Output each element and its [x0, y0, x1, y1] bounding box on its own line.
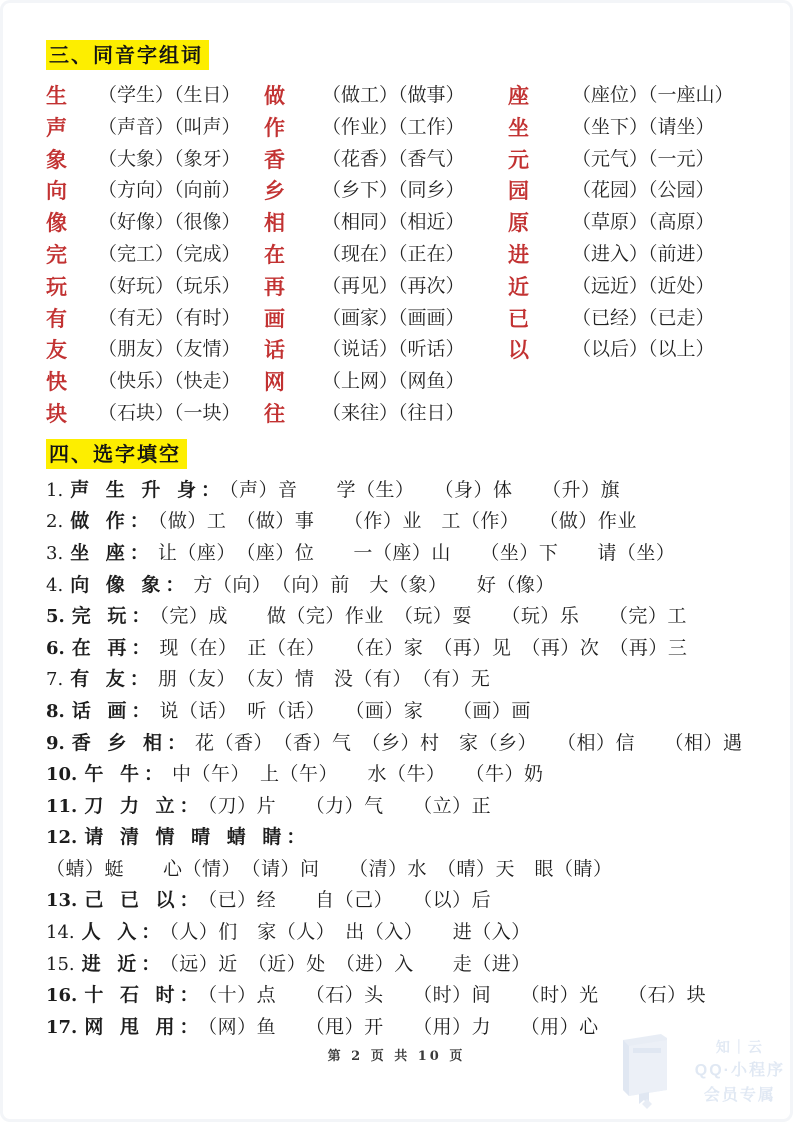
exercise-item	[46, 601, 757, 633]
exercise-number: 17.	[46, 1016, 78, 1038]
homophone-char	[508, 366, 572, 398]
exercise-number: 16.	[46, 985, 78, 1007]
exercise-item	[46, 917, 757, 949]
exercise-item	[46, 475, 757, 507]
homophone-char: 以	[508, 337, 529, 363]
page-footer: 第 2 页 共 10 页	[327, 1049, 466, 1064]
homophone-words: （说话）（听话）	[322, 338, 465, 361]
homophone-words: （进入）（前进）	[572, 242, 715, 265]
exercise-choices: 午 牛：	[84, 763, 168, 786]
homophone-words: （画家）（画画）	[322, 306, 465, 329]
exercise-choices: 刀 力 立：	[84, 794, 204, 817]
exercise-answers: 让（座） （座）位 一（座）山 （坐）下 请（坐）	[157, 541, 676, 564]
exercise-number: 4.	[46, 574, 64, 596]
exercise-choices: 己 已 以：	[84, 889, 204, 912]
exercise-item	[46, 791, 757, 823]
homophone-char: 做	[264, 83, 285, 108]
exercise-item	[46, 570, 757, 602]
homophone-char: 象	[46, 146, 67, 172]
exercise-answers: （已）经 自（己） （以）后	[207, 889, 492, 912]
homophone-char: 再	[264, 273, 285, 299]
homophone-words: （再见）（再次）	[322, 274, 465, 297]
exercise-number: 8.	[46, 700, 65, 722]
watermark-line-3: 会员专属	[703, 1086, 776, 1104]
homophone-words: （已经）（已走）	[572, 306, 715, 329]
exercise-answers: 中（午） 上（午） 水（牛） （牛）奶	[171, 763, 544, 786]
homophone-words: （学生）（生日）	[98, 84, 241, 106]
homophone-words: （做工）（做事）	[322, 84, 465, 106]
homophone-char: 快	[46, 369, 67, 395]
watermark-line-2: QQ·小程序	[694, 1062, 785, 1080]
exercise-answers: （刀）片 （力）气 （立）正	[207, 794, 492, 817]
exercise-answers: （做）工 （做）事 （作）业 工（作） （做）作业	[157, 510, 637, 533]
homophone-char: 已	[508, 305, 529, 331]
exercise-number: 14.	[46, 922, 75, 944]
exercise-answers: （十）点 （石）头 （时）间 （时）光 （石）块	[207, 984, 707, 1007]
exercise-item	[46, 633, 757, 665]
homophone-words: （远近）（近处）	[572, 274, 715, 297]
homophone-words: （相同）（相近）	[322, 211, 465, 234]
homophone-char: 向	[46, 178, 67, 204]
exercise-item	[46, 696, 757, 728]
homophone-words: （好像）（很像）	[98, 211, 241, 234]
exercise-choices: 十 石 时：	[84, 984, 204, 1007]
exercise-item	[46, 728, 757, 760]
exercise-number: 2.	[46, 511, 64, 533]
section3-heading: 三、同音字组词	[46, 40, 209, 70]
exercise-choices: 香 乡 相：	[71, 731, 192, 754]
homophone-char: 座	[508, 83, 529, 108]
exercise-number: 6.	[46, 637, 65, 659]
exercise-list	[46, 475, 757, 1044]
homophone-char: 完	[46, 241, 67, 267]
homophone-words: （完工）（完成）	[98, 242, 241, 265]
homophone-words: （朋友）（友情）	[98, 338, 241, 361]
exercise-choices: 完 玩：	[71, 605, 156, 628]
exercise-number: 3.	[46, 542, 64, 564]
exercise-choices: 向 像 象：	[70, 573, 190, 596]
exercise-choices: 坐 座：	[70, 541, 154, 564]
homophone-table	[46, 80, 757, 430]
exercise-choices: 在 再：	[71, 636, 156, 659]
homophone-char: 元	[508, 146, 529, 172]
homophone-words: （好玩）（玩乐）	[98, 274, 241, 297]
homophone-char: 原	[508, 210, 529, 236]
homophone-char: 网	[264, 369, 285, 395]
homophone-char: 园	[508, 178, 529, 204]
homophone-char: 进	[508, 241, 529, 267]
exercise-item	[46, 822, 757, 854]
exercise-number: 12.	[46, 827, 78, 849]
homophone-words: （坐下）（请坐）	[572, 115, 715, 138]
homophone-words: （座位）（一座山）	[572, 84, 734, 106]
homophone-char: 在	[264, 241, 285, 267]
exercise-number: 11.	[46, 795, 78, 817]
exercise-number: 13.	[46, 890, 78, 912]
homophone-words: （方向）（向前）	[98, 179, 241, 202]
homophone-char: 坐	[508, 114, 529, 140]
homophone-words	[572, 366, 757, 398]
homophone-words: （有无）（有时）	[98, 306, 241, 329]
homophone-words: （来往）（往日）	[322, 401, 465, 424]
exercise-answers: 现（在） 正（在） （在）家 （再）见 （再）次 （再）三	[159, 636, 688, 659]
exercise-answers: 朋（友） （友）情 没（有） （有）无	[157, 668, 491, 691]
homophone-char: 像	[46, 210, 67, 236]
exercise-answers: （远）近 （近）处 （进）入 走（进）	[169, 952, 531, 975]
exercise-item	[46, 980, 757, 1012]
exercise-choices: 网 甩 用：	[84, 1015, 204, 1038]
homophone-words: （石块）（一块）	[98, 401, 241, 424]
homophone-char: 生	[46, 83, 67, 108]
exercise-number: 5.	[46, 606, 65, 628]
homophone-char	[508, 398, 572, 430]
exercise-choices: 话 画：	[71, 699, 156, 722]
homophone-char: 作	[264, 114, 285, 140]
exercise-answers: （蜻）蜓 心（情） （请）问 （清）水 （晴）天 眼（睛）	[46, 857, 613, 880]
exercise-choices: 请 清 情 晴 蜻 睛：	[84, 826, 311, 849]
homophone-char: 相	[264, 210, 285, 236]
exercise-answers: （人）们 家（人） 出（入） 进（入）	[169, 921, 531, 944]
homophone-char: 往	[264, 400, 285, 426]
homophone-words: （花园）（公园）	[572, 179, 715, 202]
exercise-answers: （声）音 学（生） （身）体 （升）旗	[229, 478, 621, 501]
homophone-words: （现在）（正在）	[322, 242, 465, 265]
homophone-char: 友	[46, 337, 67, 363]
exercise-answers: 方（向） （向）前 大（象） 好（像）	[193, 573, 555, 596]
exercise-item	[46, 885, 757, 917]
homophone-words: （草原）（高原）	[572, 211, 715, 234]
exercise-number: 1.	[46, 479, 64, 501]
homophone-char: 声	[46, 114, 67, 140]
homophone-words: （大象）（象牙）	[98, 147, 241, 170]
exercise-item	[46, 759, 757, 791]
homophone-words: （上网）（网鱼）	[322, 370, 465, 393]
homophone-words: （声音）（叫声）	[98, 115, 241, 138]
homophone-char: 有	[46, 305, 67, 331]
exercise-item	[46, 538, 757, 570]
exercise-choices: 声 生 升 身：	[70, 478, 226, 501]
exercise-item	[46, 1012, 757, 1044]
section4-heading: 四、选字填空	[46, 439, 187, 469]
exercise-answers: 花（香） （香）气 （乡）村 家（乡） （相）信 （相）遇	[195, 731, 743, 754]
homophone-words	[572, 398, 757, 430]
homophone-char: 块	[46, 400, 67, 426]
homophone-char: 玩	[46, 273, 67, 299]
homophone-char: 香	[264, 146, 285, 172]
exercise-answers: 说（话） 听（话） （画）家 （画）画	[159, 699, 531, 722]
homophone-words: （乡下）（同乡）	[322, 179, 465, 202]
homophone-words: （以后）（以上）	[572, 338, 715, 361]
exercise-choices: 做 作：	[70, 510, 154, 533]
exercise-number: 15.	[46, 953, 75, 975]
exercise-choices: 人 入：	[81, 921, 166, 944]
exercise-item-continuation	[46, 854, 757, 886]
watermark-line-1: 知｜云	[715, 1039, 764, 1056]
exercise-number: 7.	[46, 669, 64, 691]
exercise-item	[46, 506, 757, 538]
homophone-char: 画	[264, 305, 285, 331]
exercise-answers: （完）成 做（完）作业 （玩）耍 （玩）乐 （完）工	[159, 605, 687, 628]
exercise-number: 9.	[46, 732, 65, 754]
exercise-item	[46, 949, 757, 981]
exercise-choices: 进 近：	[81, 952, 166, 975]
exercise-item	[46, 664, 757, 696]
homophone-char: 话	[264, 337, 285, 363]
exercise-answers: （网）鱼 （甩）开 （用）力 （用）心	[207, 1015, 599, 1038]
exercise-choices: 有 友：	[70, 668, 154, 691]
homophone-words: （元气）（一元）	[572, 147, 715, 170]
homophone-char: 乡	[264, 178, 285, 204]
exercise-number: 10.	[46, 764, 78, 786]
homophone-words: （作业）（工作）	[322, 115, 465, 138]
homophone-words: （花香）（香气）	[322, 147, 465, 170]
homophone-char: 近	[508, 273, 529, 299]
homophone-words: （快乐）（快走）	[98, 370, 241, 393]
